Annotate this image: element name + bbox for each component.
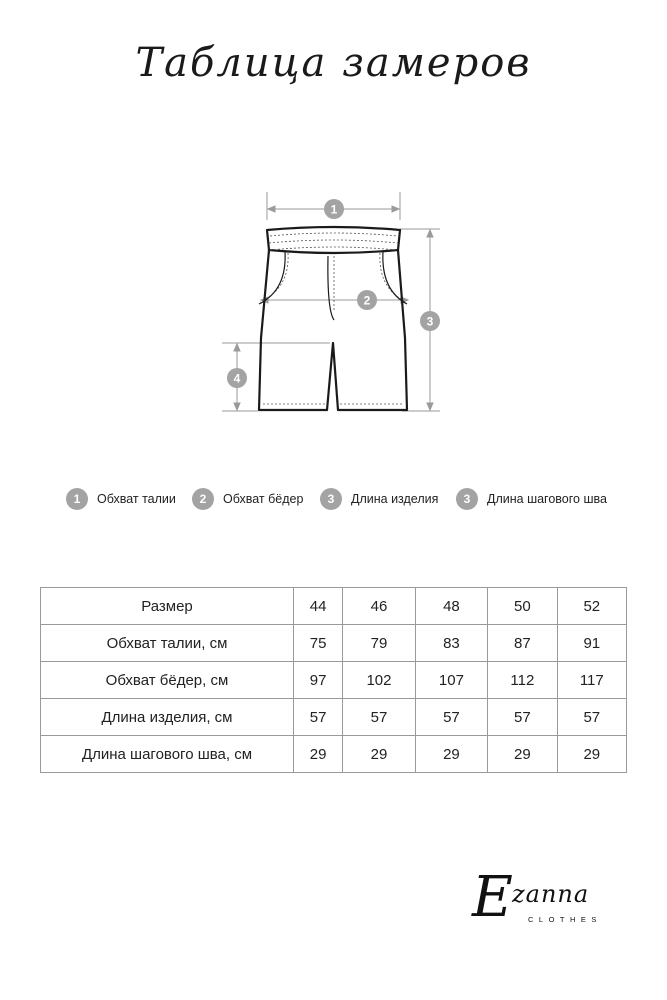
table-cell: 117 xyxy=(557,662,626,699)
marker-2-label: 2 xyxy=(363,293,371,308)
table-row xyxy=(41,662,627,699)
table-cell: 112 xyxy=(488,662,557,699)
legend-label: Обхват талии xyxy=(97,492,176,506)
legend-badge: 3 xyxy=(456,488,478,510)
table-header-cell: 50 xyxy=(488,588,557,625)
marker-badge-2 xyxy=(357,290,377,310)
table-row xyxy=(41,699,627,736)
legend-item-inseam xyxy=(456,488,607,510)
brand-tagline: CLOTHES xyxy=(528,915,602,924)
legend-badge: 2 xyxy=(192,488,214,510)
table-cell: 57 xyxy=(294,699,343,736)
row-label: Обхват бёдер, см xyxy=(41,662,294,699)
legend-badge: 3 xyxy=(320,488,342,510)
shorts-diagram xyxy=(210,180,450,420)
size-table xyxy=(40,587,627,773)
brand-name-rest: zanna xyxy=(512,880,590,908)
table-cell: 57 xyxy=(343,699,415,736)
table-header-cell: 52 xyxy=(557,588,626,625)
table-header-label: Размер xyxy=(41,588,294,625)
row-label: Длина шагового шва, см xyxy=(41,736,294,773)
table-cell: 29 xyxy=(415,736,487,773)
table-cell: 75 xyxy=(294,625,343,662)
brand-logo xyxy=(470,850,640,940)
legend-item-hips xyxy=(192,488,303,510)
brand-initial: E xyxy=(472,865,513,930)
marker-badge-1 xyxy=(324,199,344,219)
table-row xyxy=(41,625,627,662)
hips-measure-line xyxy=(261,297,408,303)
table-cell: 29 xyxy=(343,736,415,773)
legend-label: Длина изделия xyxy=(351,492,439,506)
table-header-cell: 46 xyxy=(343,588,415,625)
legend-item-waist xyxy=(66,488,176,510)
page-title: Таблица замеров xyxy=(135,40,532,86)
legend-label: Обхват бёдер xyxy=(223,492,304,506)
table-cell: 57 xyxy=(557,699,626,736)
shorts-solid-details xyxy=(259,252,407,320)
measurement-legend xyxy=(0,488,667,512)
marker-3-label: 3 xyxy=(426,314,434,329)
table-cell: 91 xyxy=(557,625,626,662)
marker-badge-4 xyxy=(227,368,247,388)
marker-1-label: 1 xyxy=(330,202,338,217)
table-cell: 102 xyxy=(343,662,415,699)
table-cell: 87 xyxy=(488,625,557,662)
table-cell: 29 xyxy=(488,736,557,773)
legend-badge: 1 xyxy=(66,488,88,510)
table-cell: 29 xyxy=(557,736,626,773)
table-cell: 29 xyxy=(294,736,343,773)
legend-label: Длина шагового шва xyxy=(487,492,607,506)
table-cell: 83 xyxy=(415,625,487,662)
table-header-row xyxy=(41,588,627,625)
table-cell: 107 xyxy=(415,662,487,699)
table-cell: 79 xyxy=(343,625,415,662)
table-cell: 97 xyxy=(294,662,343,699)
row-label: Длина изделия, см xyxy=(41,699,294,736)
marker-4-label: 4 xyxy=(233,371,241,386)
table-header-cell: 48 xyxy=(415,588,487,625)
legend-item-length xyxy=(320,488,438,510)
marker-badge-3 xyxy=(420,311,440,331)
table-cell: 57 xyxy=(415,699,487,736)
row-label: Обхват талии, см xyxy=(41,625,294,662)
table-row xyxy=(41,736,627,773)
table-header-cell: 44 xyxy=(294,588,343,625)
table-cell: 57 xyxy=(488,699,557,736)
